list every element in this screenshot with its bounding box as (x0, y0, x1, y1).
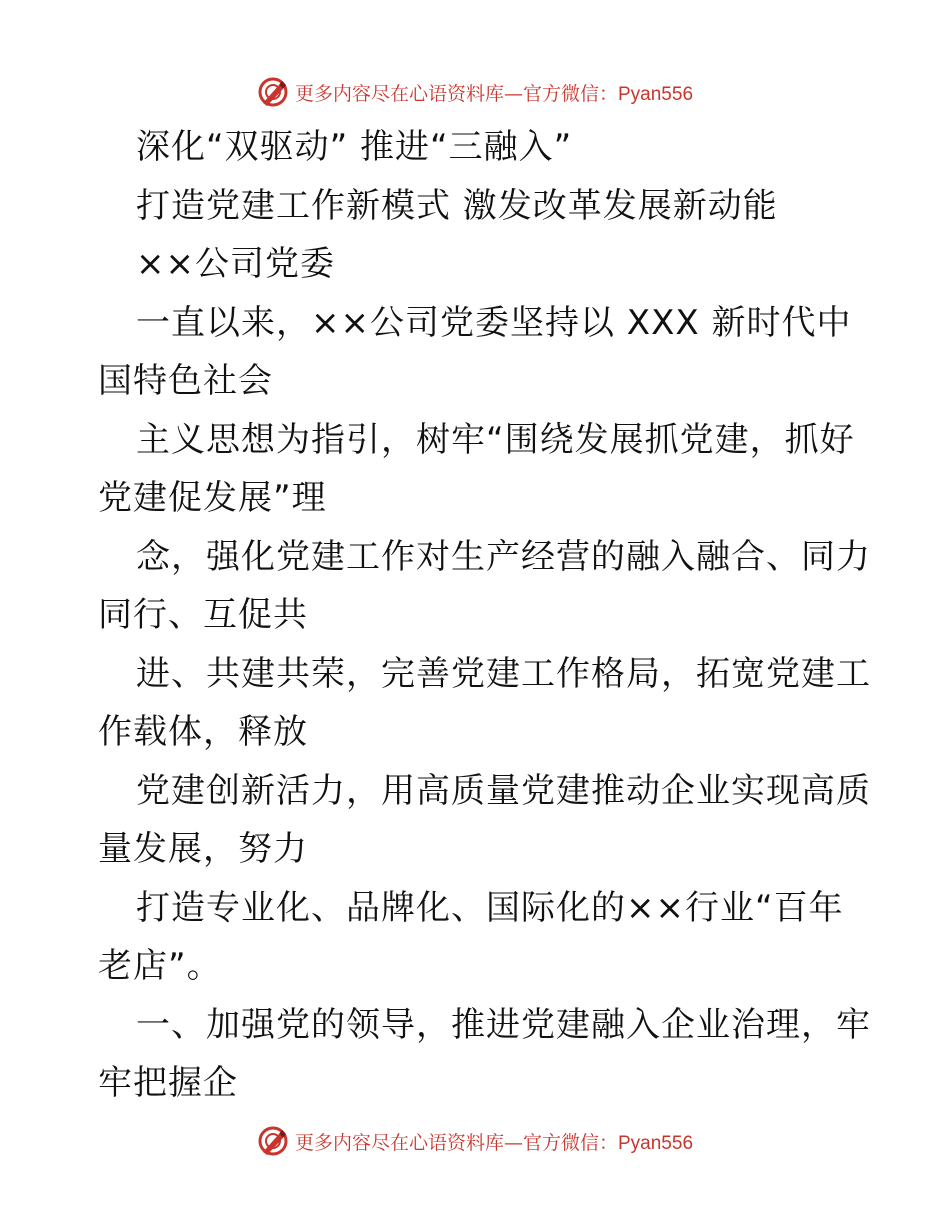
doc-title-line-1: 深化“双驱动” 推进“三融入” (136, 127, 573, 167)
paragraph-line: 打造专业化、品牌化、国际化的××行业“百年 (136, 887, 844, 928)
footer-watermark-banner (0, 1121, 950, 1161)
footer-watermark-text: 更多内容尽在心语资料库—官方微信：Pyan556 (294, 1131, 694, 1154)
paragraph-line: 作载体，释放 (98, 712, 308, 752)
paragraph-line: 国特色社会 (98, 361, 273, 401)
paragraph-line: 党建创新活力，用高质量党建推动企业实现高质 (136, 770, 871, 811)
paragraph-line: 一直以来，××公司党委坚持以 XXX 新时代中 (136, 302, 852, 343)
paragraph-line: 老店”。 (98, 946, 222, 986)
paragraph-line: 念，强化党建工作对生产经营的融入融合、同力 (136, 536, 871, 577)
header-watermark-text: 更多内容尽在心语资料库—官方微信：Pyan556 (294, 82, 694, 105)
doc-author: ××公司党委 (136, 244, 335, 284)
wechat-handle: Pyan556 (618, 83, 694, 105)
section-heading-line: 一、加强党的领导，推进党建融入企业治理，牢 (136, 1004, 871, 1045)
paragraph-line: 主义思想为指引，树牢“围绕发展抓党建，抓好 (136, 419, 855, 460)
doc-title-line-2: 打造党建工作新模式 激发改革发展新动能 (136, 185, 778, 226)
wechat-handle: Pyan556 (618, 1132, 694, 1154)
section-heading-line: 牢把握企 (98, 1063, 238, 1103)
red-pen-logo-icon (257, 76, 289, 108)
header-watermark-banner (0, 72, 950, 112)
paragraph-line: 量发展，努力 (98, 829, 308, 869)
paragraph-line: 同行、互促共 (98, 595, 308, 635)
paragraph-line: 进、共建共荣，完善党建工作格局，拓宽党建工 (136, 653, 871, 694)
document-body (98, 118, 871, 1113)
paragraph-line: 党建促发展”理 (98, 478, 327, 518)
red-pen-logo-icon (257, 1125, 289, 1157)
